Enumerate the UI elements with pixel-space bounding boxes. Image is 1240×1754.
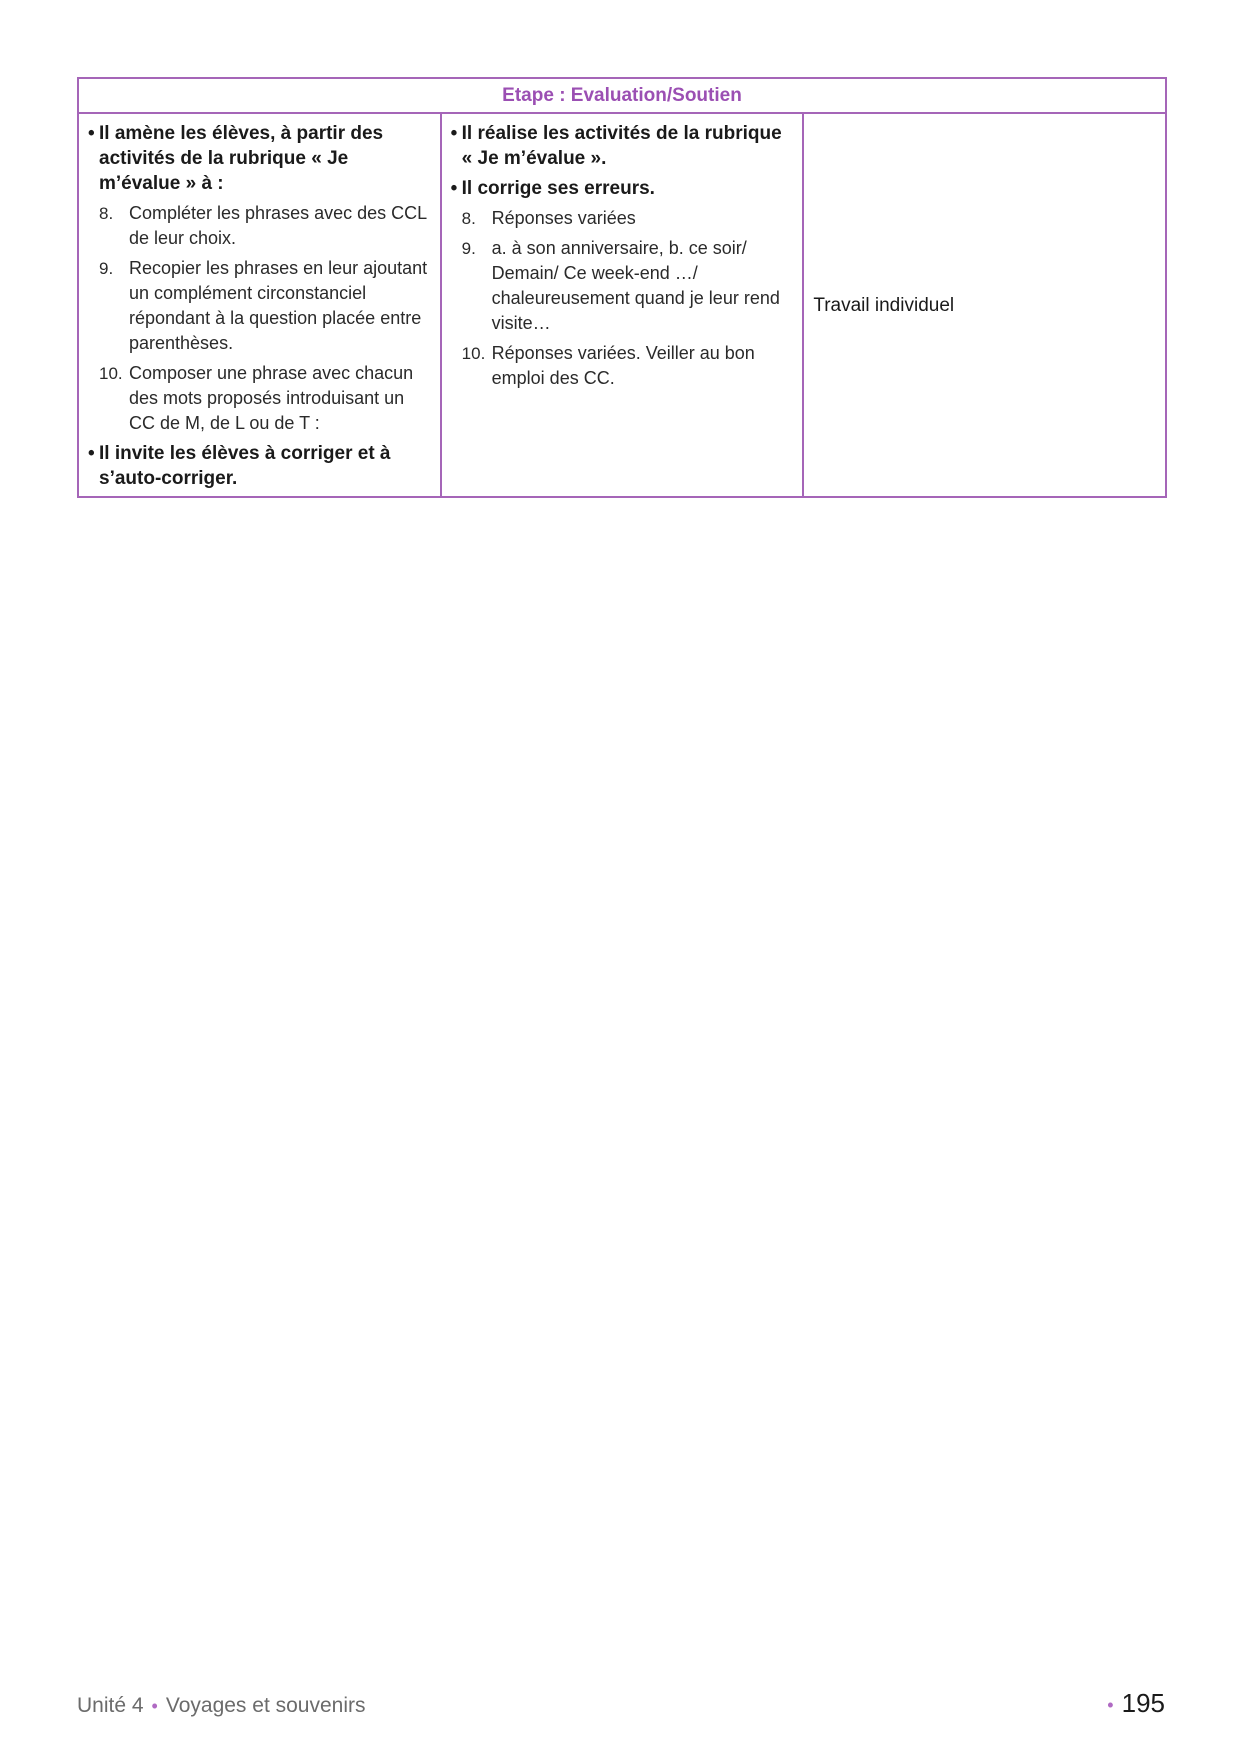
student-item-9 bbox=[451, 236, 795, 336]
item-text: Compléter les phrases avec des CCL de leur choix. bbox=[129, 203, 427, 248]
item-number: 8. bbox=[461, 209, 476, 228]
unit-title: Voyages et souvenirs bbox=[165, 1694, 366, 1717]
item-text: a. à son anniversaire, b. ce soir/ Demain/ Ce week-end …/ chaleureusement quand je leur rend visite… bbox=[491, 238, 780, 333]
item-number: 9. bbox=[99, 259, 114, 278]
teacher-bullet-correction-text: Il invite les élèves à corriger et à s’auto-corriger. bbox=[99, 443, 391, 489]
item-text: Réponses variées bbox=[491, 208, 636, 228]
work-mode-label: Travail individuel bbox=[813, 294, 955, 316]
item-number: 8. bbox=[99, 204, 114, 223]
item-number: 10. bbox=[99, 364, 123, 383]
item-number: 10. bbox=[461, 344, 486, 363]
bullet-dot: • bbox=[450, 123, 458, 144]
student-item-10 bbox=[451, 341, 795, 391]
student-bullet-correction-text: Il corrige ses erreurs. bbox=[461, 178, 655, 199]
footer-unit bbox=[77, 1694, 365, 1718]
teacher-bullet-intro-text: Il amène les élèves, à partir des activités de la rubrique « Je m’évalue » à : bbox=[99, 123, 384, 194]
student-bullet-activities-text: Il réalise les activités de la rubrique « Je m’évalue ». bbox=[461, 123, 782, 169]
item-text: Recopier les phrases en leur ajoutant un complément circonstanciel répondant à la question placée entre parenthèses. bbox=[129, 258, 428, 353]
work-mode-cell bbox=[803, 113, 1166, 497]
stage-header-row bbox=[78, 78, 1166, 113]
bullet-dot: • bbox=[450, 178, 458, 199]
item-number: 9. bbox=[461, 239, 476, 258]
footer-page bbox=[1107, 1688, 1165, 1719]
teacher-item-10 bbox=[88, 361, 432, 436]
bullet-separator-icon: • bbox=[151, 1696, 158, 1716]
bullet-separator-icon: • bbox=[1107, 1694, 1114, 1715]
teacher-activity-cell bbox=[78, 113, 441, 497]
bullet-dot: • bbox=[88, 123, 95, 144]
bullet-dot: • bbox=[88, 443, 95, 464]
student-item-8 bbox=[451, 206, 795, 231]
teacher-item-9 bbox=[88, 256, 432, 356]
item-text: Composer une phrase avec chacun des mots proposés introduisant un CC de M, de L ou de T : bbox=[129, 363, 414, 433]
teacher-bullet-intro bbox=[88, 121, 432, 196]
student-bullet-correction bbox=[451, 176, 795, 201]
teacher-item-8 bbox=[88, 201, 432, 251]
student-bullet-activities bbox=[451, 121, 795, 171]
student-activity-cell bbox=[441, 113, 804, 497]
lesson-table bbox=[77, 77, 1167, 498]
item-text: Réponses variées. Veiller au bon emploi des CC. bbox=[491, 343, 755, 388]
stage-body-row bbox=[78, 113, 1166, 497]
unit-label: Unité 4 bbox=[77, 1694, 144, 1717]
stage-title: Etape : Evaluation/Soutien bbox=[78, 78, 1166, 113]
page-number: 195 bbox=[1121, 1688, 1165, 1718]
teacher-bullet-correction bbox=[88, 441, 432, 491]
